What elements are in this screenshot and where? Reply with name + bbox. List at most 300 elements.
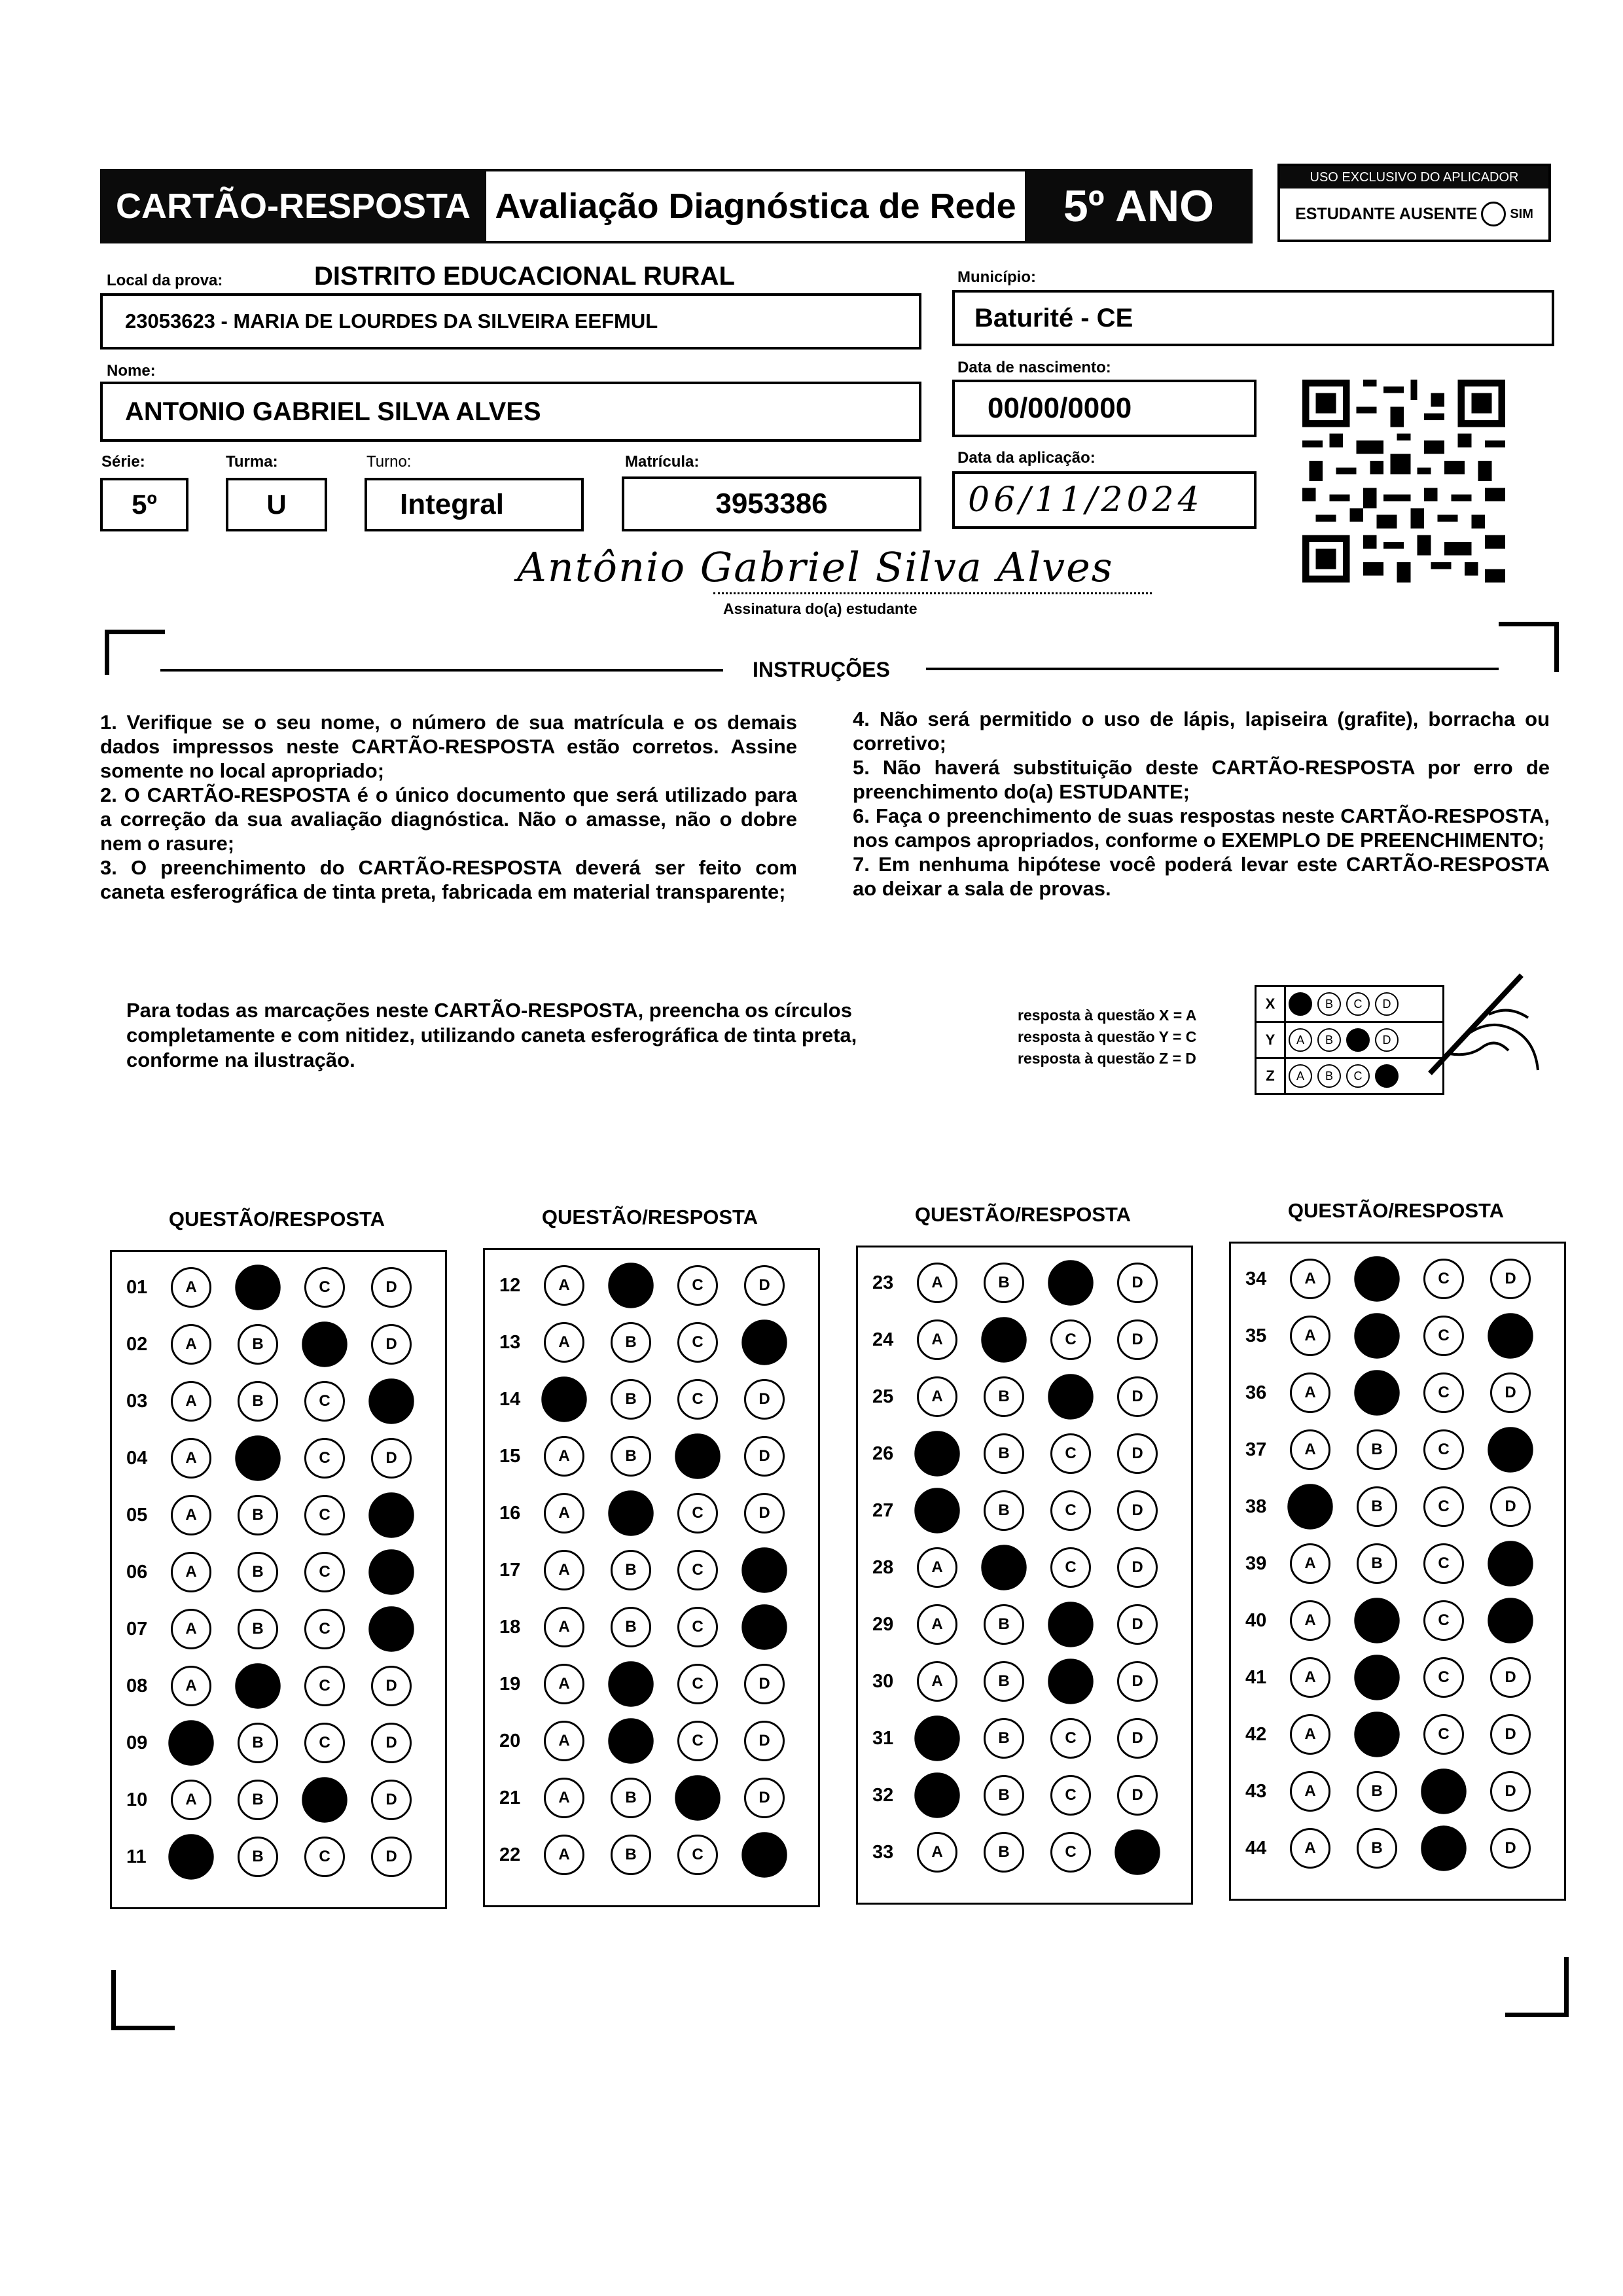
answer-bubble-d[interactable]: D	[1117, 1433, 1158, 1474]
answer-bubble-a[interactable]: A	[917, 1547, 957, 1588]
question-number: 06	[126, 1561, 148, 1583]
answer-bubble-b[interactable]: B	[611, 1322, 651, 1363]
answer-bubble-c[interactable]: C	[675, 1433, 720, 1479]
answer-bubble-b[interactable]: B	[238, 1723, 278, 1763]
question-row	[1231, 1486, 1557, 1528]
example-line: resposta à questão Y = C	[1018, 1028, 1197, 1045]
answer-bubble-d[interactable]: D	[744, 1265, 785, 1306]
question-number: 19	[499, 1673, 521, 1695]
answer-bubble-b[interactable]: B	[608, 1490, 653, 1535]
answer-bubble-a[interactable]: A	[1287, 1484, 1332, 1529]
answer-bubble-b[interactable]: B	[611, 1550, 651, 1590]
answer-bubble-c[interactable]: C	[677, 1493, 718, 1534]
example-bubble-c: C	[1346, 1064, 1370, 1088]
answer-bubble-c[interactable]: C	[1048, 1602, 1093, 1647]
instruction-item: 1. Verifique se o seu nome, o número de sua matrícula e os demais dados impressos neste CARTÃO-RESPOSTA estão corretos. Assine somente no local apropriado;	[100, 711, 797, 782]
answer-bubble-b[interactable]: B	[984, 1775, 1024, 1816]
school-field	[100, 293, 921, 350]
absent-label: ESTUDANTE AUSENTE	[1295, 204, 1478, 223]
turma-field	[226, 478, 327, 531]
example-text: Para todas as marcações neste CARTÃO-RESPOSTA, preencha os círculos completamente e com nitidez, utilizando caneta esferográfica de tinta preta, conforme na ilustração.	[126, 999, 857, 1071]
answer-bubble-c[interactable]: C	[675, 1775, 720, 1820]
question-number: 31	[872, 1727, 894, 1749]
answer-bubble-a[interactable]: A	[541, 1376, 586, 1422]
answer-bubble-b[interactable]: B	[984, 1433, 1024, 1474]
answer-bubble-c[interactable]: C	[304, 1495, 345, 1535]
answer-bubble-c[interactable]: C	[304, 1666, 345, 1706]
answer-bubble-d[interactable]: D	[1117, 1376, 1158, 1417]
question-number: 17	[499, 1559, 521, 1581]
corner-mark-top-left	[105, 630, 165, 675]
answer-bubble-b[interactable]: B	[611, 1379, 651, 1420]
answer-bubble-a[interactable]: A	[917, 1319, 957, 1360]
answer-bubble-a[interactable]: A	[1290, 1543, 1330, 1584]
question-row	[1231, 1713, 1557, 1755]
answer-bubble-b[interactable]: B	[984, 1832, 1024, 1873]
answer-bubble-a[interactable]: A	[1290, 1429, 1330, 1470]
instructions-rule-right	[926, 668, 1499, 670]
question-number: 34	[1245, 1268, 1267, 1289]
answer-bubble-c[interactable]: C	[302, 1321, 347, 1367]
answer-bubble-a[interactable]: A	[914, 1431, 959, 1476]
question-row	[485, 1549, 811, 1591]
question-row	[1231, 1315, 1557, 1357]
answer-bubble-d[interactable]: D	[1117, 1319, 1158, 1360]
question-row	[112, 1323, 438, 1365]
question-number: 38	[1245, 1496, 1267, 1517]
answer-bubble-b[interactable]: B	[1354, 1712, 1399, 1757]
answer-bubble-c[interactable]: C	[304, 1267, 345, 1308]
answer-bubble-c[interactable]: C	[1050, 1832, 1091, 1873]
answer-bubble-d[interactable]: D	[371, 1267, 412, 1308]
question-row	[485, 1720, 811, 1762]
answer-bubble-c[interactable]: C	[1423, 1486, 1464, 1527]
answer-bubble-d[interactable]: D	[1488, 1598, 1533, 1643]
answer-bubble-b[interactable]: B	[1357, 1543, 1397, 1584]
answer-bubble-c[interactable]: C	[304, 1552, 345, 1592]
exam-title: Avaliação Diagnóstica de Rede	[486, 169, 1025, 243]
answer-bubble-a[interactable]: A	[171, 1780, 211, 1820]
example-bubble-c: C	[1346, 1028, 1370, 1052]
answer-bubble-a[interactable]: A	[544, 1436, 584, 1477]
instruction-item: 2. O CARTÃO-RESPOSTA é o único documento que será utilizado para a correção da sua avaliação diagnóstica. Não o amasse, não o dobre nem o rasure;	[100, 783, 797, 855]
serie-field	[100, 478, 188, 531]
answer-bubble-c[interactable]: C	[1423, 1714, 1464, 1755]
answer-bubble-d[interactable]: D	[741, 1319, 787, 1365]
example-bubble-a: A	[1289, 1064, 1312, 1088]
answer-bubble-c[interactable]: C	[1423, 1600, 1464, 1641]
answer-bubble-b[interactable]: B	[984, 1661, 1024, 1702]
question-number: 35	[1245, 1325, 1267, 1346]
answer-bubble-b[interactable]: B	[984, 1376, 1024, 1417]
answer-bubble-b[interactable]: B	[235, 1435, 280, 1480]
answer-bubble-b[interactable]: B	[1357, 1429, 1397, 1470]
instructions-title: INSTRUÇÕES	[753, 658, 890, 681]
question-number: 26	[872, 1443, 894, 1464]
answer-bubble-c[interactable]: C	[302, 1777, 347, 1822]
answer-bubble-b[interactable]: B	[1357, 1828, 1397, 1869]
question-row	[112, 1836, 438, 1878]
answer-bubble-a[interactable]: A	[1290, 1714, 1330, 1755]
question-number: 21	[499, 1787, 521, 1808]
answer-bubble-a[interactable]: A	[171, 1267, 211, 1308]
answer-bubble-d[interactable]: D	[368, 1606, 414, 1651]
answer-bubble-b[interactable]: B	[1354, 1370, 1399, 1415]
answer-bubble-a[interactable]: A	[914, 1772, 959, 1818]
answer-bubble-a[interactable]: A	[168, 1720, 213, 1765]
answer-bubble-c[interactable]: C	[1050, 1433, 1091, 1474]
answer-bubble-d[interactable]: D	[744, 1493, 785, 1534]
answer-bubble-c[interactable]: C	[677, 1379, 718, 1420]
question-row	[485, 1492, 811, 1534]
answer-bubble-a[interactable]: A	[917, 1263, 957, 1303]
answer-bubble-b[interactable]: B	[1357, 1771, 1397, 1812]
answer-bubble-a[interactable]: A	[914, 1715, 959, 1761]
answer-bubble-a[interactable]: A	[1290, 1771, 1330, 1812]
absent-option: SIM	[1510, 206, 1533, 221]
example-line: resposta à questão X = A	[1018, 1007, 1197, 1024]
question-row	[1231, 1657, 1557, 1698]
answer-bubble-d[interactable]: D	[1117, 1547, 1158, 1588]
absent-checkbox[interactable]	[1481, 202, 1506, 226]
answer-bubble-a[interactable]: A	[544, 1778, 584, 1818]
answer-bubble-d[interactable]: D	[368, 1378, 414, 1424]
local-label: Local da prova:	[107, 272, 223, 289]
answer-bubble-c[interactable]: C	[1050, 1319, 1091, 1360]
instructions-left	[100, 710, 797, 904]
question-number: 29	[872, 1613, 894, 1635]
answer-bubble-c[interactable]: C	[1421, 1768, 1466, 1814]
example-line: resposta à questão Z = D	[1018, 1050, 1196, 1067]
question-number: 39	[1245, 1552, 1267, 1574]
answer-bubble-b[interactable]: B	[238, 1552, 278, 1592]
question-number: 12	[499, 1274, 521, 1296]
signature-label: Assinatura do(a) estudante	[723, 600, 918, 617]
question-number: 13	[499, 1331, 521, 1353]
answer-bubble-a[interactable]: A	[1290, 1316, 1330, 1356]
answer-bubble-c[interactable]: C	[1050, 1775, 1091, 1816]
question-row	[858, 1319, 1184, 1361]
answer-bubble-b[interactable]: B	[1354, 1598, 1399, 1643]
answer-bubble-a[interactable]: A	[917, 1376, 957, 1417]
answer-bubble-b[interactable]: B	[238, 1495, 278, 1535]
answer-bubble-b[interactable]: B	[1354, 1256, 1399, 1301]
turno-value: Integral	[400, 488, 504, 520]
answer-bubble-c[interactable]: C	[1050, 1547, 1091, 1588]
question-row	[485, 1378, 811, 1420]
question-number: 05	[126, 1504, 148, 1526]
answer-bubble-d[interactable]: D	[1117, 1263, 1158, 1303]
answer-bubble-d[interactable]: D	[744, 1778, 785, 1818]
answer-bubble-c[interactable]: C	[677, 1550, 718, 1590]
answer-bubble-c[interactable]: C	[1050, 1490, 1091, 1531]
answer-bubble-c[interactable]: C	[304, 1438, 345, 1479]
answer-bubble-a[interactable]: A	[914, 1488, 959, 1533]
answer-bubble-a[interactable]: A	[171, 1438, 211, 1479]
question-row	[485, 1777, 811, 1819]
answer-bubble-b[interactable]: B	[238, 1324, 278, 1365]
answer-bubble-d[interactable]: D	[1490, 1259, 1531, 1299]
answer-bubble-d[interactable]: D	[1488, 1541, 1533, 1586]
answer-bubble-d[interactable]: D	[1488, 1427, 1533, 1472]
answer-bubble-b[interactable]: B	[238, 1837, 278, 1877]
answer-bubble-b[interactable]: B	[608, 1718, 653, 1763]
turno-field	[365, 478, 584, 531]
example-row-label: Y	[1257, 1023, 1286, 1057]
nome-label: Nome:	[107, 362, 156, 380]
municipio-label: Município:	[957, 268, 1036, 286]
question-number: 36	[1245, 1382, 1267, 1403]
card-title: CARTÃO-RESPOSTA	[100, 169, 486, 243]
answer-bubble-a[interactable]: A	[171, 1381, 211, 1422]
question-row	[858, 1831, 1184, 1873]
answer-bubble-a[interactable]: A	[171, 1609, 211, 1649]
example-lines	[1018, 1005, 1196, 1069]
question-number: 02	[126, 1333, 148, 1355]
answer-bubble-a[interactable]: A	[917, 1832, 957, 1873]
nascimento-field	[952, 380, 1257, 437]
qr-code-icon	[1302, 380, 1505, 583]
answer-bubble-d[interactable]: D	[744, 1436, 785, 1477]
turma-value: U	[266, 489, 287, 520]
question-number: 33	[872, 1841, 894, 1863]
answer-bubble-b[interactable]: B	[984, 1604, 1024, 1645]
answer-bubble-d[interactable]: D	[744, 1664, 785, 1704]
answer-bubble-b[interactable]: B	[611, 1778, 651, 1818]
answer-bubble-d[interactable]: D	[1117, 1604, 1158, 1645]
matricula-field	[622, 476, 921, 531]
answer-bubble-b[interactable]: B	[984, 1490, 1024, 1531]
answer-bubble-c[interactable]: C	[1050, 1718, 1091, 1759]
question-row	[858, 1433, 1184, 1475]
matricula-value: 3953386	[715, 488, 828, 520]
answer-bubble-d[interactable]: D	[371, 1666, 412, 1706]
answer-bubble-d[interactable]: D	[371, 1780, 412, 1820]
question-number: 28	[872, 1556, 894, 1578]
question-number: 15	[499, 1445, 521, 1467]
answer-column	[483, 1248, 820, 1907]
question-row	[112, 1665, 438, 1707]
column-title: QUESTÃO/RESPOSTA	[1287, 1199, 1505, 1222]
answer-bubble-c[interactable]: C	[677, 1322, 718, 1363]
corner-mark-bottom-left	[111, 1970, 175, 2030]
answer-bubble-d[interactable]: D	[1117, 1661, 1158, 1702]
question-row	[485, 1435, 811, 1477]
answer-bubble-d[interactable]: D	[1115, 1829, 1160, 1874]
instruction-item: 4. Não será permitido o uso de lápis, lapiseira (grafite), borracha ou corretivo;	[853, 708, 1550, 755]
question-number: 11	[126, 1846, 147, 1867]
question-number: 24	[872, 1329, 894, 1350]
question-number: 16	[499, 1502, 521, 1524]
answer-bubble-d[interactable]: D	[1488, 1313, 1533, 1358]
answer-bubble-b[interactable]: B	[238, 1609, 278, 1649]
municipio-value: Baturité - CE	[974, 303, 1133, 332]
corner-mark-bottom-right	[1505, 1957, 1569, 2017]
school-value: 23053623 - MARIA DE LOURDES DA SILVEIRA EEFMUL	[125, 310, 658, 332]
question-row	[1231, 1543, 1557, 1585]
aplicacao-value: 06/11/2024	[968, 480, 1204, 520]
answer-bubble-c[interactable]: C	[1048, 1374, 1093, 1419]
answer-bubble-d[interactable]: D	[1117, 1490, 1158, 1531]
answer-bubble-a[interactable]: A	[1290, 1372, 1330, 1413]
question-number: 22	[499, 1844, 521, 1865]
answer-bubble-d[interactable]: D	[1490, 1771, 1531, 1812]
answer-bubble-a[interactable]: A	[917, 1661, 957, 1702]
answer-bubble-d[interactable]: D	[741, 1832, 787, 1877]
nascimento-value: 00/00/0000	[988, 392, 1132, 424]
answer-bubble-a[interactable]: A	[171, 1324, 211, 1365]
answer-bubble-c[interactable]: C	[1421, 1825, 1466, 1871]
answer-bubble-c[interactable]: C	[304, 1837, 345, 1877]
answer-bubble-b[interactable]: B	[611, 1835, 651, 1875]
question-number: 42	[1245, 1723, 1267, 1745]
answer-bubble-b[interactable]: B	[611, 1607, 651, 1647]
grade-label: 5º ANO	[1025, 169, 1253, 243]
answer-bubble-b[interactable]: B	[1357, 1486, 1397, 1527]
question-row	[112, 1266, 438, 1308]
answer-bubble-c[interactable]: C	[304, 1723, 345, 1763]
answer-bubble-c[interactable]: C	[1423, 1657, 1464, 1698]
example-bubble-a: A	[1289, 992, 1312, 1016]
example-bubble-a: A	[1289, 1028, 1312, 1052]
nome-field	[100, 382, 921, 442]
question-row	[858, 1490, 1184, 1532]
answer-bubble-d[interactable]: D	[744, 1721, 785, 1761]
nome-value: ANTONIO GABRIEL SILVA ALVES	[125, 397, 541, 426]
answer-bubble-d[interactable]: D	[1117, 1775, 1158, 1816]
aplicacao-field[interactable]	[952, 471, 1257, 529]
answer-bubble-a[interactable]: A	[171, 1552, 211, 1592]
answer-bubble-a[interactable]: A	[917, 1604, 957, 1645]
answer-bubble-c[interactable]: C	[1423, 1316, 1464, 1356]
answer-bubble-b[interactable]: B	[238, 1780, 278, 1820]
answer-bubble-a[interactable]: A	[544, 1322, 584, 1363]
answer-bubble-d[interactable]: D	[744, 1379, 785, 1420]
column-title: QUESTÃO/RESPOSTA	[914, 1203, 1132, 1226]
answer-bubble-b[interactable]: B	[984, 1718, 1024, 1759]
answer-bubble-c[interactable]: C	[677, 1607, 718, 1647]
answer-bubble-c[interactable]: C	[1423, 1429, 1464, 1470]
answer-bubble-d[interactable]: D	[371, 1438, 412, 1479]
answer-bubble-c[interactable]: C	[1423, 1543, 1464, 1584]
question-number: 23	[872, 1272, 894, 1293]
question-number: 20	[499, 1730, 521, 1751]
answer-bubble-b[interactable]: B	[981, 1317, 1026, 1362]
answer-bubble-a[interactable]: A	[168, 1834, 213, 1879]
answer-bubble-c[interactable]: C	[1048, 1260, 1093, 1305]
question-number: 40	[1245, 1609, 1267, 1631]
answer-bubble-b[interactable]: B	[981, 1545, 1026, 1590]
answer-bubble-a[interactable]: A	[544, 1550, 584, 1590]
answer-bubble-c[interactable]: C	[677, 1835, 718, 1875]
answer-bubble-b[interactable]: B	[611, 1436, 651, 1477]
answer-bubble-c[interactable]: C	[677, 1721, 718, 1761]
serie-label: Série:	[101, 453, 145, 471]
answer-bubble-a[interactable]: A	[1290, 1600, 1330, 1641]
answer-bubble-d[interactable]: D	[1490, 1372, 1531, 1413]
answer-bubble-a[interactable]: A	[544, 1835, 584, 1875]
instruction-item: 3. O preenchimento do CARTÃO-RESPOSTA deverá ser feito com caneta esferográfica de tinta preta, fabricada em material transparente;	[100, 856, 797, 903]
answer-bubble-a[interactable]: A	[1290, 1657, 1330, 1698]
answer-bubble-d[interactable]: D	[368, 1492, 414, 1537]
answer-bubble-b[interactable]: B	[1354, 1313, 1399, 1358]
question-number: 41	[1245, 1666, 1267, 1688]
answer-bubble-b[interactable]: B	[1354, 1655, 1399, 1700]
example-bubble-b: B	[1317, 992, 1341, 1016]
question-number: 04	[126, 1447, 148, 1469]
answer-bubble-a[interactable]: A	[1290, 1828, 1330, 1869]
answer-bubble-d[interactable]: D	[1490, 1714, 1531, 1755]
question-row	[112, 1722, 438, 1764]
example-row-label: X	[1257, 987, 1286, 1021]
answer-bubble-a[interactable]: A	[171, 1495, 211, 1535]
answer-bubble-b[interactable]: B	[235, 1663, 280, 1708]
question-number: 18	[499, 1616, 521, 1638]
answer-bubble-c[interactable]: C	[1048, 1659, 1093, 1704]
answer-bubble-c[interactable]: C	[1423, 1259, 1464, 1299]
answer-bubble-a[interactable]: A	[544, 1265, 584, 1306]
answer-bubble-d[interactable]: D	[371, 1324, 412, 1365]
answer-bubble-a[interactable]: A	[544, 1664, 584, 1704]
answer-column	[110, 1250, 447, 1909]
answer-column	[1229, 1242, 1566, 1901]
answer-bubble-c[interactable]: C	[304, 1609, 345, 1649]
answer-bubble-d[interactable]: D	[371, 1837, 412, 1877]
answer-bubble-a[interactable]: A	[544, 1721, 584, 1761]
example-bubble-d: D	[1375, 1064, 1399, 1088]
answer-bubble-d[interactable]: D	[1490, 1486, 1531, 1527]
answer-bubble-c[interactable]: C	[304, 1381, 345, 1422]
signature-value: Antônio Gabriel Silva Alves	[517, 543, 1114, 591]
question-number: 08	[126, 1675, 148, 1696]
example-row-label: Z	[1257, 1059, 1286, 1093]
answer-bubble-d[interactable]: D	[1117, 1718, 1158, 1759]
answer-bubble-a[interactable]: A	[171, 1666, 211, 1706]
question-row	[858, 1660, 1184, 1702]
answer-bubble-d[interactable]: D	[371, 1723, 412, 1763]
example-bubble-b: B	[1317, 1064, 1341, 1088]
answer-bubble-b[interactable]: B	[238, 1381, 278, 1422]
answer-bubble-d[interactable]: D	[741, 1604, 787, 1649]
column-title: QUESTÃO/RESPOSTA	[541, 1206, 758, 1229]
answer-bubble-c[interactable]: C	[1423, 1372, 1464, 1413]
answer-bubble-a[interactable]: A	[1290, 1259, 1330, 1299]
answer-bubble-d[interactable]: D	[1490, 1828, 1531, 1869]
answer-bubble-a[interactable]: A	[544, 1607, 584, 1647]
answer-bubble-b[interactable]: B	[608, 1661, 653, 1706]
question-row	[858, 1547, 1184, 1588]
question-row	[858, 1604, 1184, 1645]
question-row	[485, 1834, 811, 1876]
answer-bubble-c[interactable]: C	[677, 1664, 718, 1704]
answer-bubble-b[interactable]: B	[608, 1263, 653, 1308]
answer-bubble-b[interactable]: B	[984, 1263, 1024, 1303]
question-row	[858, 1262, 1184, 1304]
answer-bubble-c[interactable]: C	[677, 1265, 718, 1306]
instructions-right	[853, 707, 1550, 901]
applicator-title: USO EXCLUSIVO DO APLICADOR	[1280, 166, 1548, 188]
answer-bubble-b[interactable]: B	[235, 1265, 280, 1310]
nascimento-label: Data de nascimento:	[957, 359, 1111, 376]
question-row	[112, 1494, 438, 1536]
answer-bubble-d[interactable]: D	[741, 1547, 787, 1592]
answer-bubble-d[interactable]: D	[1490, 1657, 1531, 1698]
answer-bubble-a[interactable]: A	[544, 1493, 584, 1534]
turma-label: Turma:	[226, 453, 278, 471]
aplicacao-label: Data da aplicação:	[957, 449, 1096, 467]
question-row	[858, 1376, 1184, 1418]
answer-bubble-d[interactable]: D	[368, 1549, 414, 1594]
